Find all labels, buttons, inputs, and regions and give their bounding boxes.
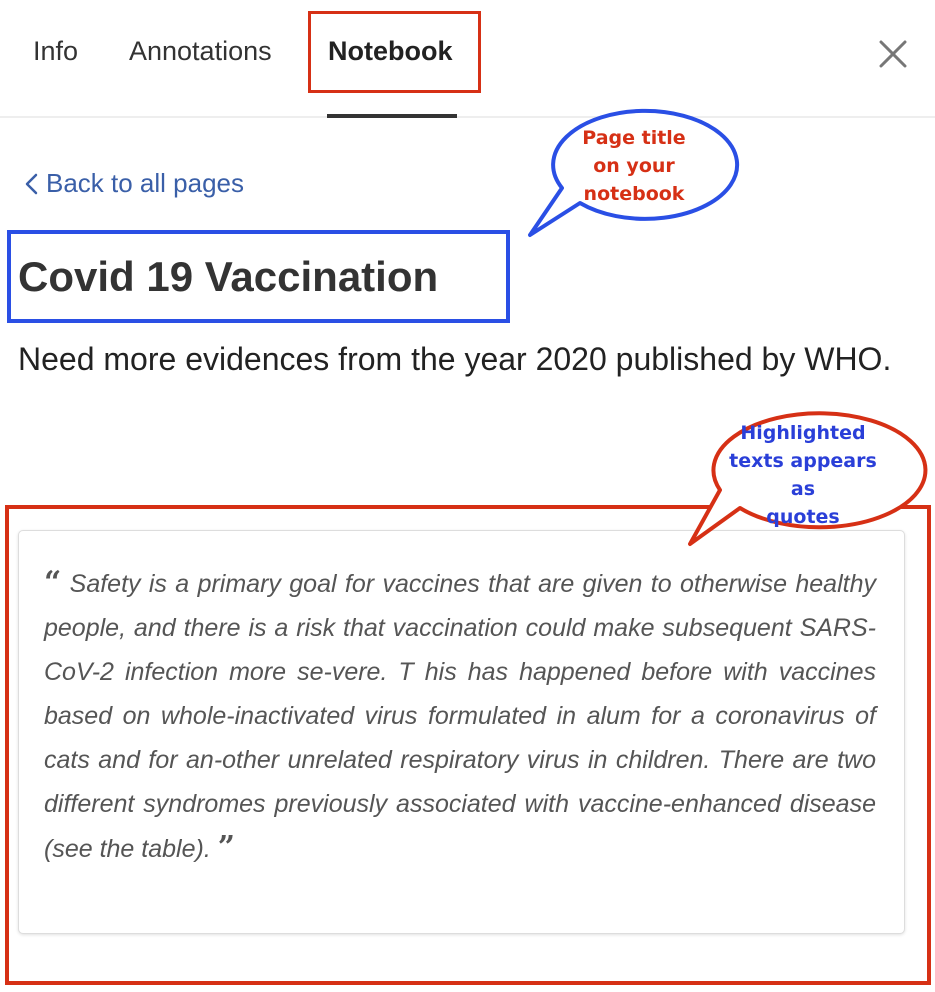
tab-notebook[interactable]: Notebook <box>328 36 453 66</box>
back-link-label: Back to all pages <box>46 168 245 198</box>
callout-page-title-line3: notebook <box>583 183 685 205</box>
close-icon <box>876 37 910 71</box>
callout-quotes-line2: texts appears as <box>729 450 877 500</box>
close-quote-icon: ” <box>217 830 235 865</box>
page-title: Covid 19 Vaccination <box>18 253 439 300</box>
active-tab-indicator <box>327 114 457 118</box>
tab-annotations[interactable]: Annotations <box>129 36 272 66</box>
tab-info[interactable]: Info <box>33 36 79 66</box>
callout-page-title-line1: Page title <box>582 127 686 149</box>
close-button[interactable] <box>876 37 910 71</box>
callout-quotes-line3: quotes <box>766 506 840 528</box>
notebook-tab-highlight <box>308 11 481 93</box>
callout-quotes-line1: Highlighted <box>740 422 866 444</box>
quote-text <box>44 561 876 871</box>
callout-page-title-line2: on your <box>593 155 675 177</box>
open-quote-icon: “ <box>44 565 62 600</box>
back-to-all-pages-link[interactable] <box>24 168 244 199</box>
page-note: Need more evidences from the year 2020 published by WHO. <box>18 341 892 377</box>
quote-body: Safety is a primary goal for vaccines that are given to otherwise healthy people, and there is a risk that vaccination could make subsequent SARS-CoV-2 infection more se-vere. T his has happened before with vaccines based on whole-inactivated virus formulated in alum for a coronavirus of cats and for an-other unrelated respiratory virus in children. There are two different syndromes previously associated with vaccine-enhanced disease (see the table). <box>44 570 876 863</box>
chevron-left-icon <box>24 172 38 196</box>
callout-page-title-text <box>560 124 708 208</box>
callout-quotes-text <box>715 419 891 531</box>
